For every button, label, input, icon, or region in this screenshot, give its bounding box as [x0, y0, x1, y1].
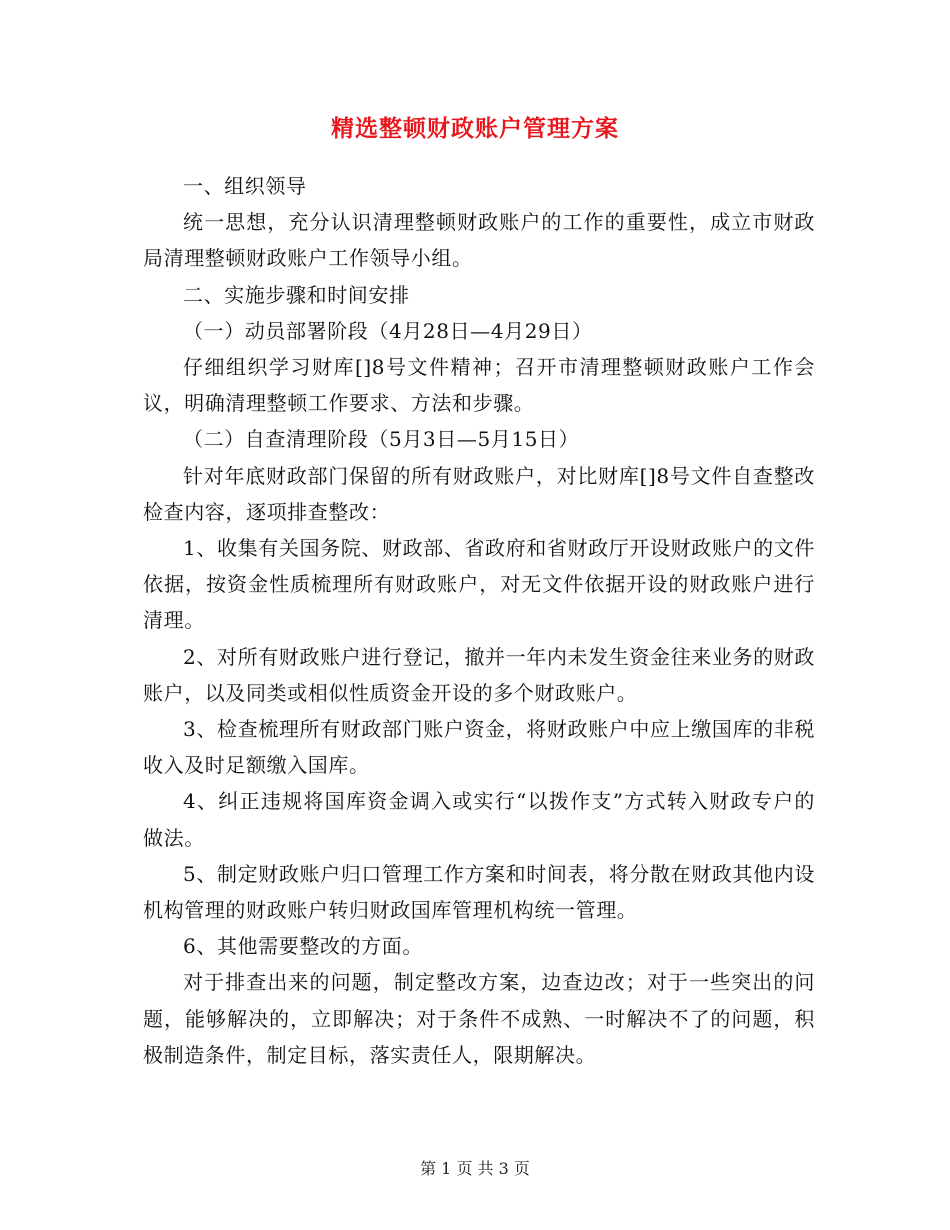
list-item: 3、检查梳理所有财政部门账户资金，将财政账户中应上缴国库的非税收入及时足额缴入国库。	[143, 717, 815, 778]
list-item: 4、纠正违规将国库资金调入或实行“以拨作支”方式转入财政专户的做法。	[143, 789, 815, 850]
list-item: 2、对所有财政账户进行登记，撤并一年内未发生资金往来业务的财政账户，以及同类或相似性质资金开设的多个财政账户。	[143, 644, 815, 705]
paragraph: 仔细组织学习财库[]8号文件精神；召开市清理整顿财政账户工作会议，明确清理整顿工作要求、方法和步骤。	[143, 355, 815, 416]
list-item: 6、其他需要整改的方面。	[183, 934, 423, 959]
paragraph: 对于排查出来的问题，制定整改方案，边查边改；对于一些突出的问题，能够解决的，立即解决；对于条件不成熟、一时解决不了的问题，积极制造条件，制定目标，落实责任人，限期解决。	[143, 970, 815, 1067]
document-body	[143, 168, 815, 1073]
document-title: 精选整顿财政账户管理方案	[331, 115, 619, 142]
list-item: 5、制定财政账户归口管理工作方案和时间表，将分散在财政其他内设机构管理的财政账户转归财政国库管理机构统一管理。	[143, 861, 815, 923]
list-item: 1、收集有关国务院、财政部、省政府和省财政厅开设财政账户的文件依据，按资金性质梳理所有财政账户，对无文件依据开设的财政账户进行清理。	[143, 536, 815, 633]
paragraph: 针对年底财政部门保留的所有财政账户，对比财库[]8号文件自查整改检查内容，逐项排查整改：	[143, 463, 815, 524]
section-heading: 一、组织领导	[183, 174, 307, 198]
paragraph: 统一思想，充分认识清理整顿财政账户的工作的重要性，成立市财政局清理整顿财政账户工作领导小组。	[143, 210, 815, 271]
page-footer: 第 1 页 共 3 页	[420, 1159, 530, 1178]
subsection-heading: （一）动员部署阶段（4月28日—4月29日）	[183, 318, 593, 343]
subsection-heading: （二）自查清理阶段（5月3日—5月15日）	[183, 427, 580, 452]
section-heading: 二、实施步骤和时间安排	[183, 282, 410, 307]
